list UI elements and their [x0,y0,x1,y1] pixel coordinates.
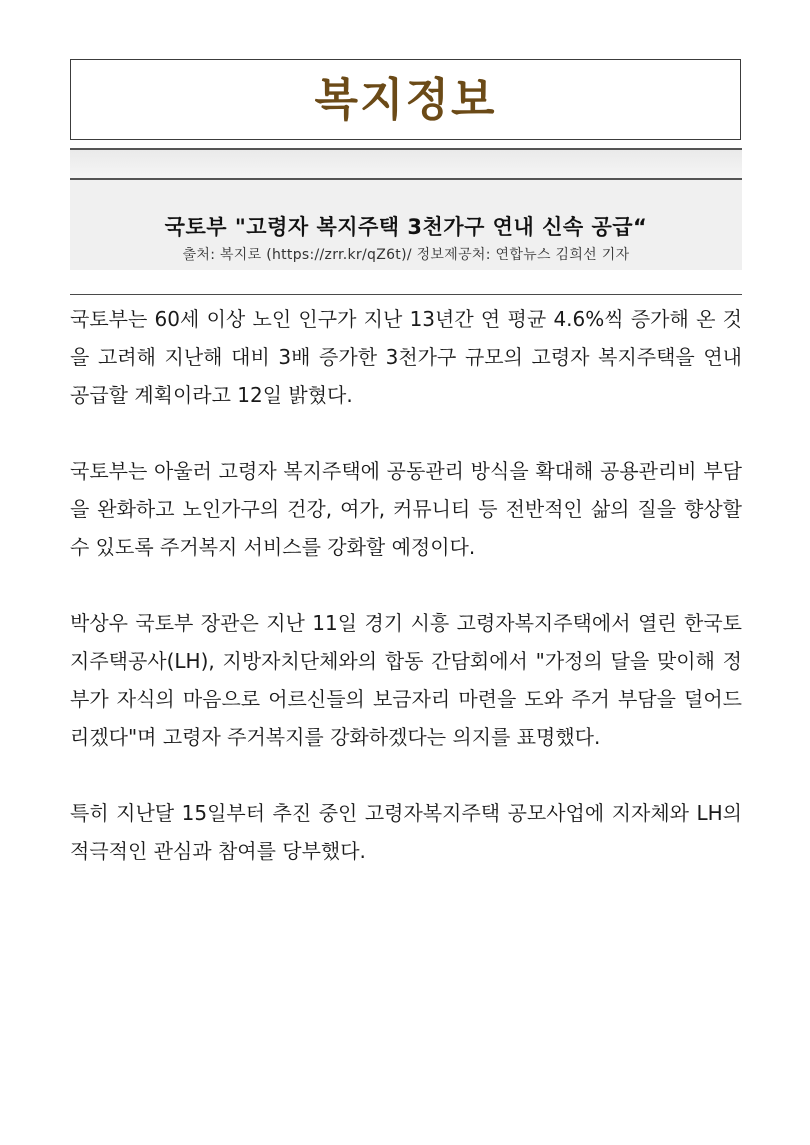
headline-box [70,180,742,270]
divider-bottom [70,294,742,295]
paragraph-1: 국토부는 60세 이상 노인 인구가 지난 13년간 연 평균 4.6%씩 증가해 온 것을 고려해 지난해 대비 3배 증가한 3천가구 규모의 고령자 복지주택을 연내 공급할 계획이라고 12일 밝혔다. [70,307,742,407]
paragraph-2: 국토부는 아울러 고령자 복지주택에 공동관리 방식을 확대해 공용관리비 부담을 완화하고 노인가구의 건강, 여가, 커뮤니티 등 전반적인 삶의 질을 향상할 수 있도록 주거복지 서비스를 강화할 예정이다. [70,459,742,559]
divider-top [70,148,742,150]
page-title: 복지정보 [314,73,497,126]
page-title-box [70,59,741,140]
article-body [70,300,742,908]
paragraph-4: 특히 지난달 15일부터 추진 중인 고령자복지주택 공모사업에 지자체와 LH의 적극적인 관심과 참여를 당부했다. [70,801,742,863]
paragraph-3: 박상우 국토부 장관은 지난 11일 경기 시흥 고령자복지주택에서 열린 한국토지주택공사(LH), 지방자치단체와의 합동 간담회에서 "가정의 달을 맞이해 정부가 자식의 마음으로 어르신들의 보금자리 마련을 도와 주거 부담을 덜어드리겠다"며 고령자 주거복지를 강화하겠다는 의지를 표명했다. [70,611,742,749]
article-source: 출처: 복지로 (https://zrr.kr/qZ6t)/ 정보제공처: 연합뉴스 김희선 기자 [182,247,630,263]
decorative-band [70,148,742,180]
article-headline: 국토부 "고령자 복지주택 3천가구 연내 신속 공급“ [164,215,648,239]
